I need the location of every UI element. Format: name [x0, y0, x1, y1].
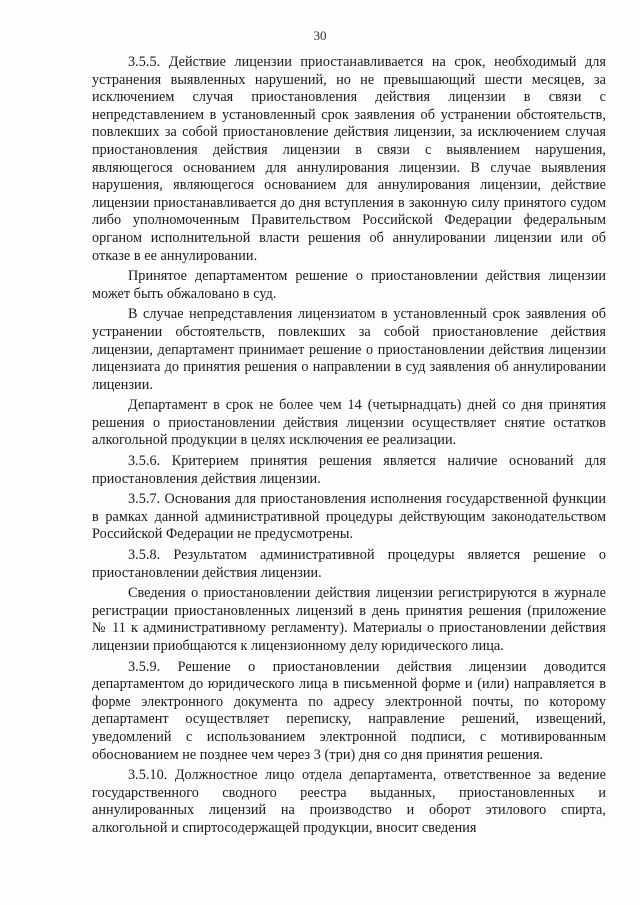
paragraph-3-5-7: 3.5.7. Основания для приостановления исполнения государственной функции в рамках данной административной процедуры действующим законодательством Российской Федерации не предусмотрены. [92, 491, 606, 543]
paragraph-stock-removal: Департамент в срок не более чем 14 (четырнадцать) дней со дня принятия решения о приостановлении действия лицензии осуществляет снятие остатков алкогольной продукции в целях исключения ее реализации. [92, 397, 606, 449]
paragraph-3-5-10: 3.5.10. Должностное лицо отдела департамента, ответственное за ведение государственного сводного реестра выданных, приостановленных и аннулированных лицензий на производство и оборот этилового спирта, алкогольной и спиртосодержащей продукции, вносит сведения [92, 767, 606, 836]
document-body [92, 54, 606, 841]
paragraph-3-5-6: 3.5.6. Критерием принятия решения является наличие оснований для приостановления действия лицензии. [92, 453, 606, 487]
paragraph-3-5-9: 3.5.9. Решение о приостановлении действия лицензии доводится департаментом до юридического лица в письменной форме и (или) направляется в форме электронного документа по адресу электронной почты, по которому департамент осуществляет переписку, направление решений, извещений, уведомлений с использованием электронной подписи, с мотивированным обоснованием не позднее чем через 3 (три) дня со дня принятия решения. [92, 658, 606, 763]
paragraph-3-5-5: 3.5.5. Действие лицензии приостанавливается на срок, необходимый для устранения выявленных нарушений, но не превышающий шести месяцев, за исключением случая приостановления действия лицензии в связи с непредставлением в установленный срок заявления об устранении обстоятельств, повлекших за собой приостановление действия лицензии, за исключением случая приостановления действия лицензии в связи с выявлением нарушения, являющегося основанием для аннулирования лицензии. В случае выявления нарушения, являющегося основанием для аннулирования лицензии, действие лицензии приостанавливается до дня вступления в законную силу принятого судом либо уполномоченным Правительством Российской Федерации федеральным органом исполнительной власти решения об аннулировании лицензии или об отказе в ее аннулировании. [92, 54, 606, 264]
page-number: 30 [313, 28, 327, 43]
paragraph-non-submission: В случае непредставления лицензиатом в установленный срок заявления об устранении обстоятельств, повлекших за собой приостановление действия лицензии, департамент принимает решение о приостановлении действия лицензии лицензиата до принятия решения о направлении в суд заявления об аннулировании лицензии. [92, 306, 606, 393]
paragraph-registration: Сведения о приостановлении действия лицензии регистрируются в журнале регистрации приостановленных лицензий в день принятия решения (приложение № 11 к административному регламенту). Материалы о приостановлении действия лицензии приобщаются к лицензионному делу юридического лица. [92, 585, 606, 654]
paragraph-appeal: Принятое департаментом решение о приостановлении действия лицензии может быть обжаловано в суд. [92, 268, 606, 302]
paragraph-3-5-8: 3.5.8. Результатом административной процедуры является решение о приостановлении действия лицензии. [92, 547, 606, 581]
